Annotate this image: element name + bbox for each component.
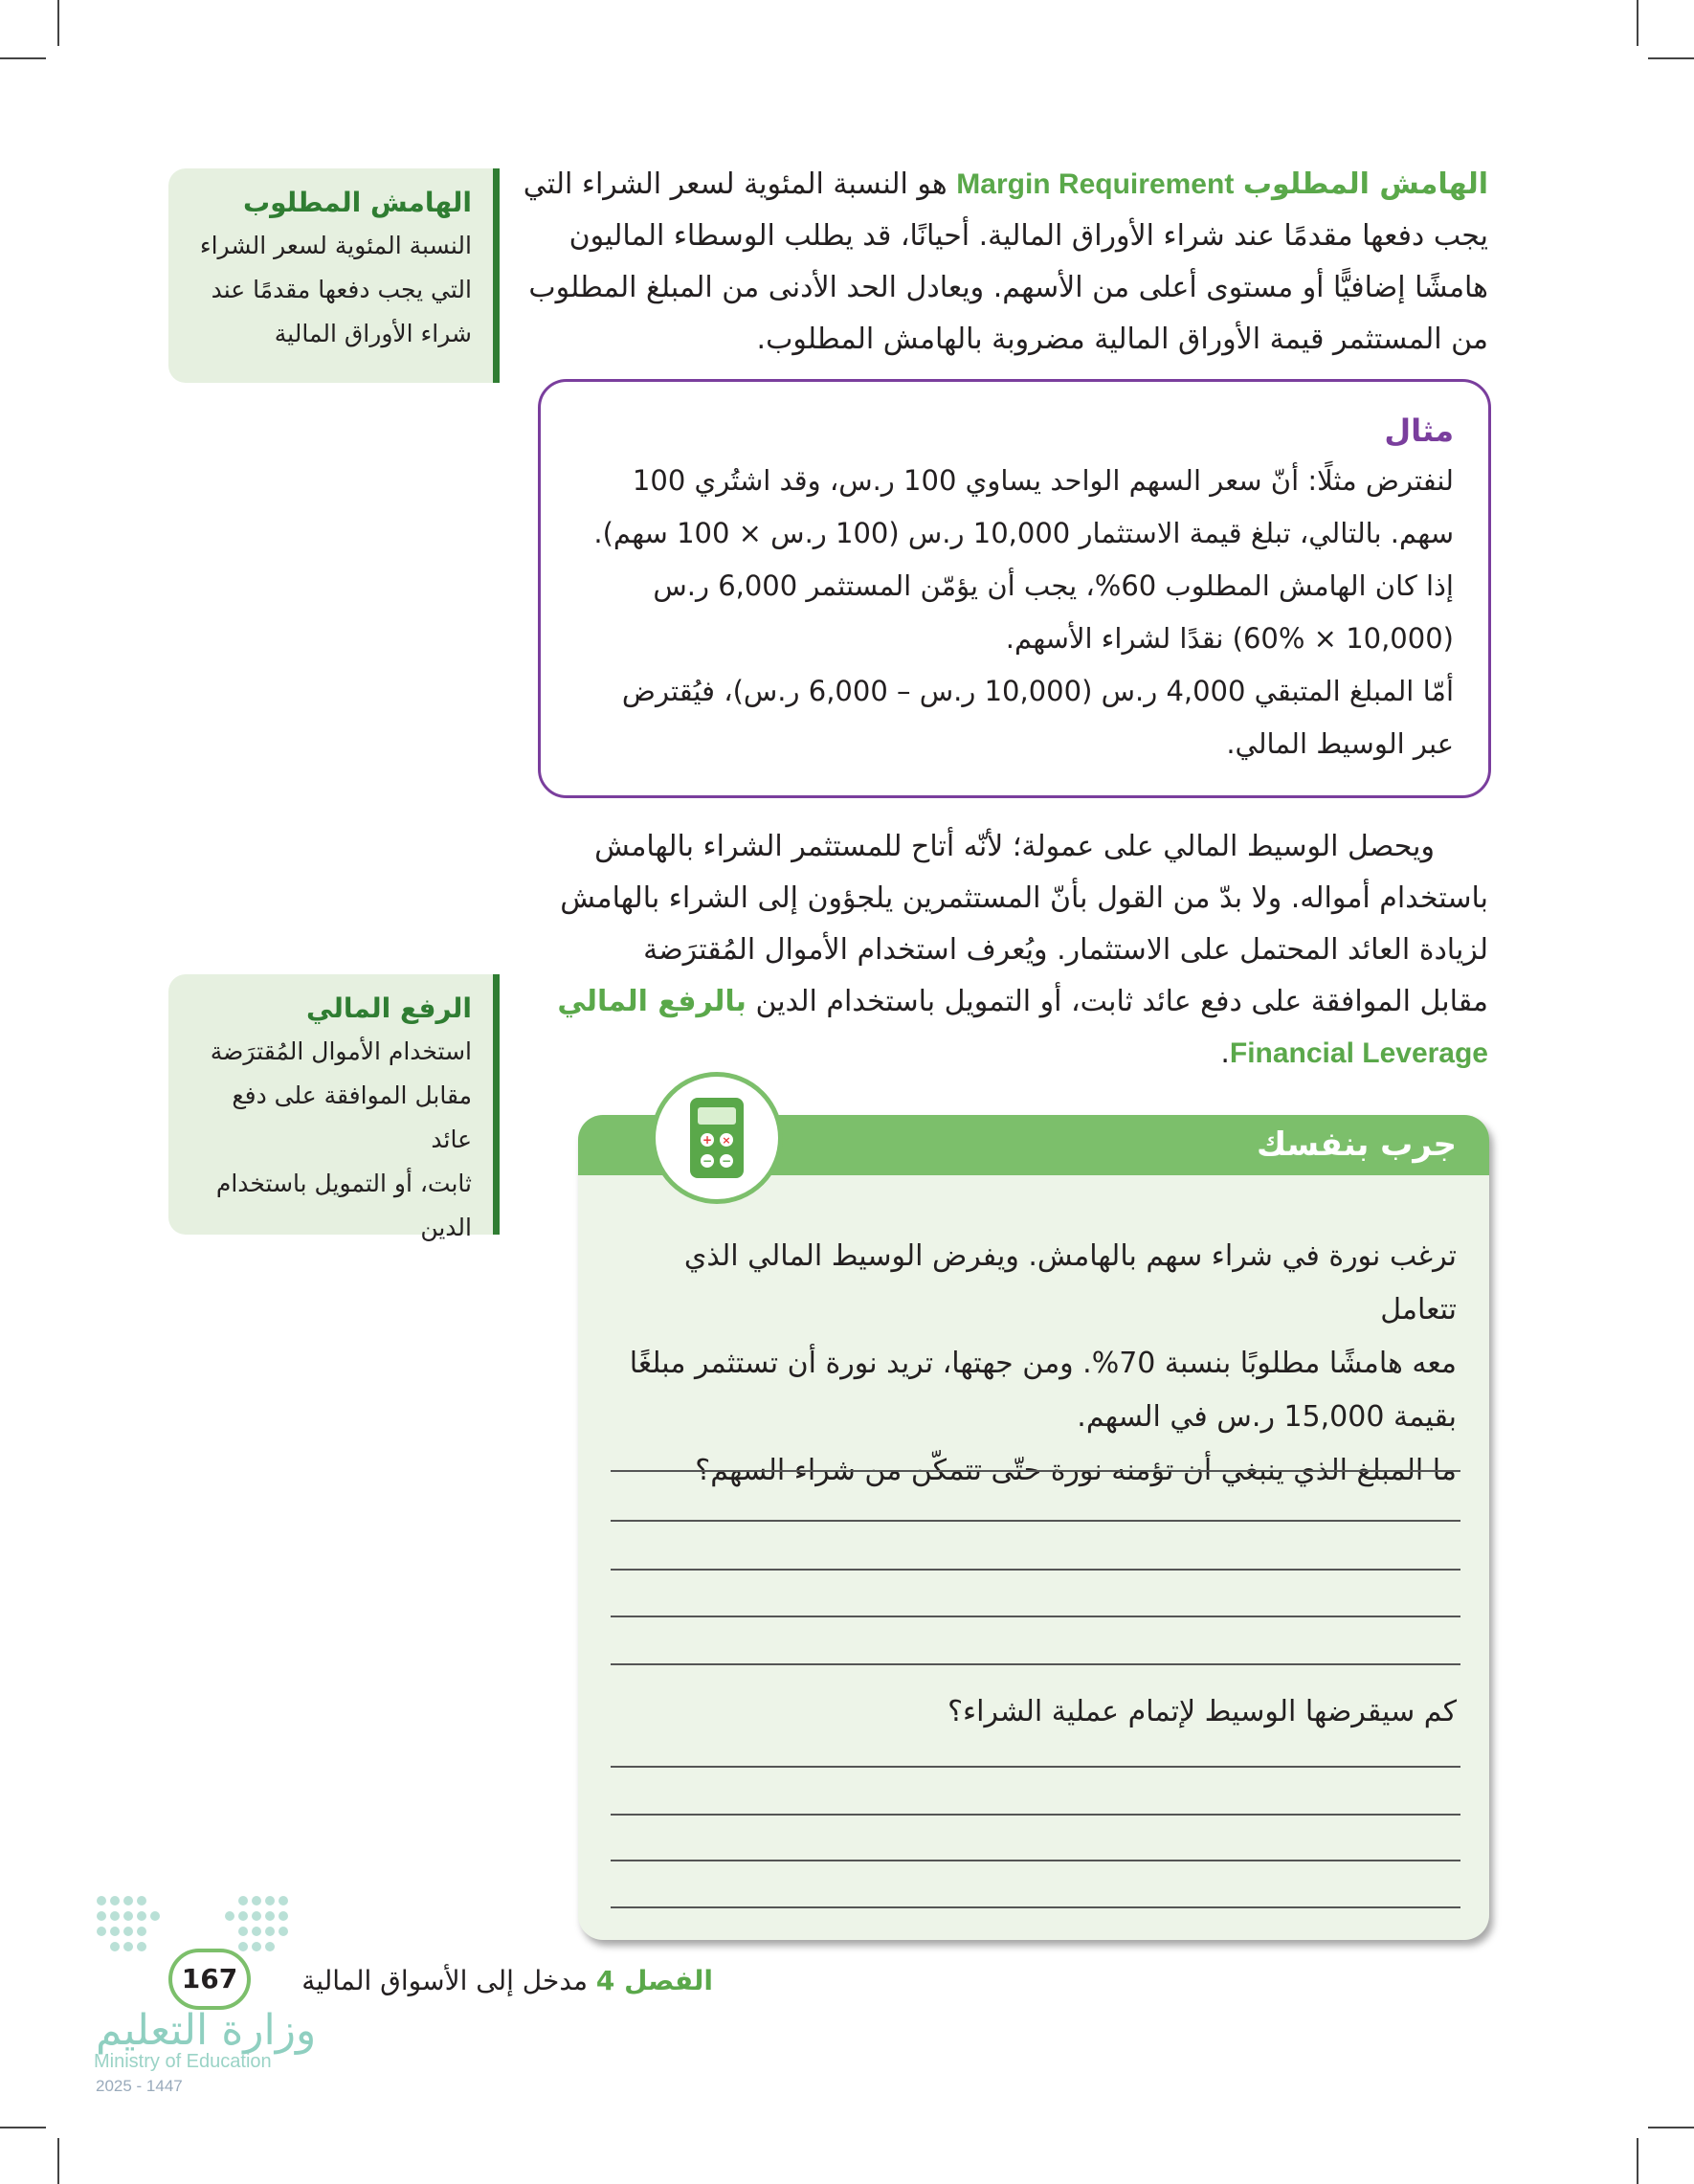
margin-term: الهامش المطلوب xyxy=(1242,167,1488,201)
example-line-6: عبر الوسيط المالي. xyxy=(1226,727,1454,760)
crop-mark xyxy=(57,0,59,46)
sidebar-leverage-line-2: مقابل الموافقة على دفع عائد xyxy=(232,1081,472,1153)
problem-line-3: بقيمة 15,000 ر.س في السهم. xyxy=(1077,1400,1457,1434)
answer-line[interactable] xyxy=(611,1470,1460,1472)
answer-line[interactable] xyxy=(611,1616,1460,1617)
sidebar-leverage-title: الرفع المالي xyxy=(306,992,472,1024)
crop-mark xyxy=(0,57,46,59)
problem-line-2: معه هامشًا مطلوبًا بنسبة 70%. ومن جهتها، تريد نورة أن تستثمر مبلغًا xyxy=(629,1347,1457,1380)
sidebar-margin-line-2: التي يجب دفعها مقدمًا عند xyxy=(211,276,472,303)
question-2: كم سيقرضها الوسيط لإتمام عملية الشراء؟ xyxy=(947,1695,1457,1728)
answer-line[interactable] xyxy=(611,1520,1460,1522)
sidebar-margin-line-1: النسبة المئوية لسعر الشراء xyxy=(199,232,472,259)
example-box xyxy=(538,379,1491,798)
margin-line-1 xyxy=(523,159,1488,211)
sidebar-leverage-line-1: استخدام الأموال المُقترَضة xyxy=(210,1037,472,1065)
sidebar-margin-title: الهامش المطلوب xyxy=(242,187,472,218)
leverage-line-4-text: مقابل الموافقة على دفع عائد ثابت، أو التمويل باستخدام الدين xyxy=(755,985,1488,1018)
page-number: 167 xyxy=(168,1949,251,2010)
question-2-block xyxy=(614,1685,1457,1739)
margin-line-4: من المستثمر قيمة الأوراق المالية مضروبة بالهامش المطلوب. xyxy=(756,323,1488,356)
crop-mark xyxy=(1637,2138,1638,2184)
example-line-1: لنفترض مثلًا: أنّ سعر السهم الواحد يساوي 100 ر.س، وقد اشتُري 100 xyxy=(632,464,1454,497)
leverage-term: بالرفع المالي xyxy=(557,985,747,1018)
answer-line[interactable] xyxy=(611,1860,1460,1861)
margin-line-2: يجب دفعها مقدمًا عند شراء الأوراق المالية. أحيانًا، قد يطلب الوسطاء الماليون xyxy=(568,219,1488,253)
example-line-5: أمّا المبلغ المتبقي 4,000 ر.س (10,000 ر.س – 6,000 ر.س)، فيُقترض xyxy=(621,675,1454,707)
leverage-end-period: . xyxy=(1220,1036,1230,1070)
sidebar-margin-definition xyxy=(168,168,500,383)
leverage-paragraph xyxy=(531,821,1488,1080)
try-yourself-title: جرب بنفسك xyxy=(1256,1125,1457,1164)
try-yourself-problem xyxy=(614,1230,1457,1498)
crop-mark xyxy=(1637,0,1638,46)
svg-text:−: − xyxy=(702,1154,713,1168)
margin-term-en: Margin Requirement xyxy=(956,168,1235,200)
example-line-2: سهم. بالتالي، تبلغ قيمة الاستثمار 10,000 ر.س (100 ر.س × 100 سهم). xyxy=(593,517,1454,549)
answer-line[interactable] xyxy=(611,1569,1460,1571)
footer-chapter xyxy=(301,1962,713,2000)
svg-text:×: × xyxy=(722,1134,731,1147)
ministry-name-english: Ministry of Education xyxy=(94,2051,272,2072)
ministry-name-arabic: وزارة التعليم xyxy=(96,2006,317,2055)
example-line-4: (10,000 × 60%) نقدًا لشراء الأسهم. xyxy=(1005,622,1454,655)
leverage-line-4 xyxy=(531,976,1488,1028)
example-title: مثال xyxy=(1384,412,1454,449)
sidebar-leverage-definition xyxy=(168,974,500,1241)
crop-mark xyxy=(0,2127,46,2128)
leverage-line-3: لزيادة العائد المحتمل على الاستثمار. ويُعرف استخدام الأموال المُقترَضة xyxy=(643,933,1488,967)
leverage-line-2: باستخدام أمواله. ولا بدّ من القول بأنّ المستثمرين يلجؤون إلى الشراء بالهامش xyxy=(560,881,1488,915)
margin-paragraph xyxy=(523,159,1488,366)
answer-line[interactable] xyxy=(611,1766,1460,1768)
margin-line-3: هامشًا إضافيًّا أو مستوى أعلى من الأسهم. ويعادل الحد الأدنى من المبلغ المطلوب xyxy=(528,271,1488,304)
crop-mark xyxy=(57,2138,59,2184)
margin-line-1-text: هو النسبة المئوية لسعر الشراء التي xyxy=(523,167,947,201)
calculator-icon xyxy=(651,1072,783,1204)
answer-line[interactable] xyxy=(611,1814,1460,1816)
leverage-term-en: Financial Leverage xyxy=(1229,1037,1488,1069)
answer-line[interactable] xyxy=(611,1663,1460,1665)
leverage-line-1: ويحصل الوسيط المالي على عمولة؛ لأنّه أتاح للمستثمر الشراء بالهامش xyxy=(594,830,1435,863)
sidebar-leverage-line-4: الدين xyxy=(420,1214,472,1241)
edition-year: 2025 - 1447 xyxy=(96,2077,183,2095)
try-yourself-card xyxy=(578,1115,1489,1940)
svg-text:+: + xyxy=(702,1133,713,1147)
example-line-3: إذا كان الهامش المطلوب 60%، يجب أن يؤمّن المستثمر 6,000 ر.س xyxy=(653,569,1454,602)
calculator-icon-graphic xyxy=(656,1077,778,1199)
crop-mark xyxy=(1648,57,1694,59)
sidebar-margin-line-3: شراء الأوراق المالية xyxy=(274,320,472,347)
problem-line-1: ترغب نورة في شراء سهم بالهامش. ويفرض الوسيط المالي الذي تتعامل xyxy=(683,1239,1457,1326)
leverage-line-5 xyxy=(531,1028,1488,1080)
chapter-title: مدخل إلى الأسواق المالية xyxy=(301,1965,589,1996)
crop-mark xyxy=(1648,2127,1694,2128)
sidebar-leverage-line-3: ثابت، أو التمويل باستخدام xyxy=(215,1170,472,1197)
svg-text:−: − xyxy=(721,1154,732,1168)
answer-line[interactable] xyxy=(611,1906,1460,1908)
chapter-label: الفصل 4 xyxy=(595,1965,713,1996)
question-1: ما المبلغ الذي ينبغي أن تؤمنه نورة حتّى تتمكّن من شراء السهم؟ xyxy=(695,1454,1457,1487)
